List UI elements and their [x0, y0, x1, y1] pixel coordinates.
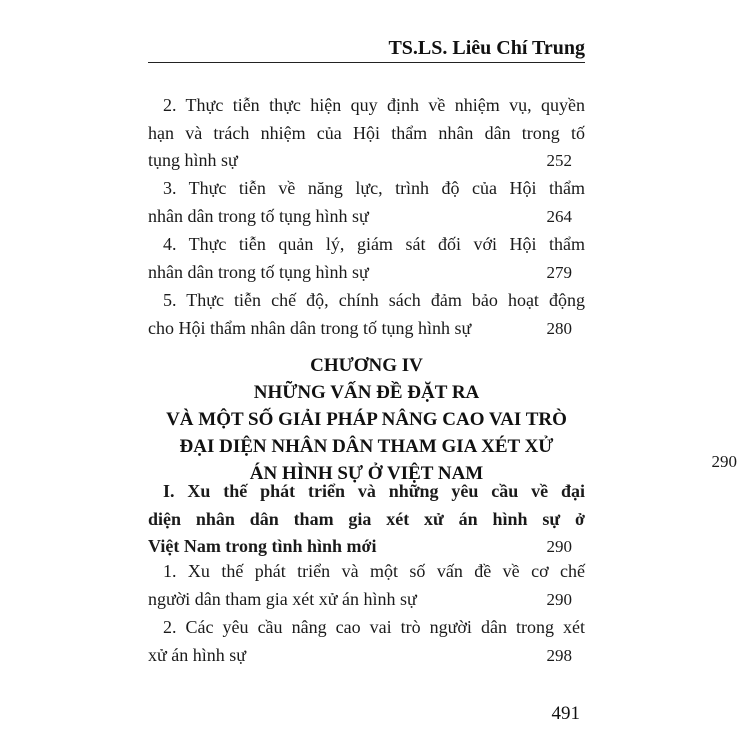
toc-entry-line — [148, 315, 585, 343]
toc-page-number: 290 — [546, 537, 572, 556]
toc-entry-line: I. Xu thế phát triển và những yêu cầu về đại — [163, 481, 585, 501]
chapter-heading-line: VÀ MỘT SỐ GIẢI PHÁP NÂNG CAO VAI TRÒ — [166, 409, 567, 430]
toc-entry-line: 2. Các yêu cầu nâng cao vai trò người dân trong xét — [163, 617, 585, 637]
chapter-heading — [148, 352, 585, 487]
chapter-heading-line: ÁN HÌNH SỰ Ở VIỆT NAM — [249, 463, 484, 484]
chapter-heading-line: NHỮNG VẤN ĐỀ ĐẶT RA — [253, 382, 480, 403]
toc-section-entry — [148, 478, 585, 561]
toc-page-number: 280 — [546, 318, 572, 338]
toc-entry-line-text: xử án hình sự — [148, 644, 247, 665]
toc-entry-line: 5. Thực tiễn chế độ, chính sách đảm bảo hoạt động — [163, 290, 585, 310]
toc-entry-line-text: tụng hình sự — [148, 150, 238, 170]
toc-page-number: 279 — [546, 262, 572, 282]
toc-entry — [148, 558, 585, 613]
toc-entry-line-text: người dân tham gia xét xử án hình sự — [148, 588, 417, 609]
toc-entry-line — [148, 642, 585, 670]
toc-entry — [148, 614, 585, 669]
toc-entry-line: diện nhân dân tham gia xét xử án hình sự ở — [148, 508, 585, 529]
toc-entry — [148, 92, 585, 175]
toc-entry-line — [148, 533, 585, 561]
toc-entry-line — [148, 586, 585, 614]
toc-entry-line: 2. Thực tiễn thực hiện quy định về nhiệm vụ, quyền — [163, 95, 585, 115]
chapter-page-number: 290 — [711, 452, 737, 471]
toc-entry-line-text: cho Hội thẩm nhân dân trong tố tụng hình sự — [148, 317, 472, 338]
toc-entry — [148, 231, 585, 286]
toc-entry-line — [148, 147, 585, 175]
toc-page-number: 264 — [546, 206, 572, 226]
toc-page-number: 290 — [546, 589, 572, 609]
toc-entry-line: hạn và trách nhiệm của Hội thẩm nhân dân trong tố — [148, 122, 585, 143]
chapter-heading-line: CHƯƠNG IV — [310, 355, 423, 376]
toc-entry-line-text: nhân dân trong tố tụng hình sự — [148, 205, 369, 226]
toc-entry-line — [148, 259, 585, 287]
toc-entry-line: 3. Thực tiễn về năng lực, trình độ của Hội thẩm — [163, 178, 585, 198]
folio-page-number: 491 — [551, 703, 580, 724]
header-rule — [148, 62, 585, 63]
toc-entry-line — [148, 203, 585, 231]
toc-entry-line: 1. Xu thế phát triển và một số vấn đề về cơ chế — [163, 561, 585, 581]
toc-entry — [148, 287, 585, 342]
toc-entry-line-text: Việt Nam trong tình hình mới — [148, 536, 377, 556]
toc-page-number: 298 — [546, 645, 572, 665]
toc-page-number: 252 — [546, 151, 572, 170]
chapter-heading-line: ĐẠI DIỆN NHÂN DÂN THAM GIA XÉT XỬ — [179, 436, 554, 457]
toc-entry-line: 4. Thực tiễn quản lý, giám sát đối với Hội thẩm — [163, 234, 585, 254]
toc-entry-line-text: nhân dân trong tố tụng hình sự — [148, 261, 369, 282]
toc-entry — [148, 175, 585, 230]
running-header-author: TS.LS. Liêu Chí Trung — [388, 37, 585, 59]
